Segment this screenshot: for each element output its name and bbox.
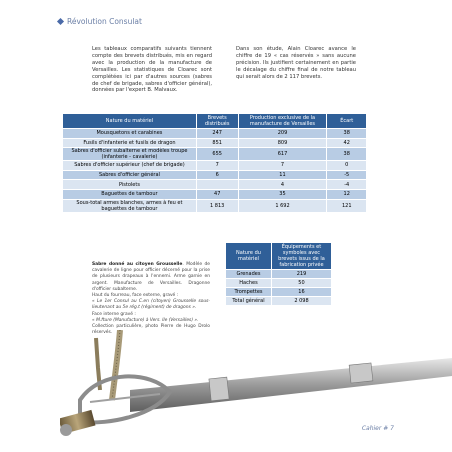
sword-photo bbox=[60, 330, 452, 452]
table-header-cell: Brevets distribués bbox=[196, 114, 238, 129]
page-footer: Cahier # 7 bbox=[361, 425, 394, 432]
sword-pommel bbox=[60, 424, 72, 436]
table-header-row bbox=[63, 114, 367, 129]
table-cell: 0 bbox=[327, 161, 367, 171]
table-header-cell: Nature du matériel bbox=[63, 114, 197, 129]
table-cell: 11 bbox=[238, 170, 327, 180]
section-title: Révolution Consulat bbox=[67, 17, 142, 26]
table-cell: -4 bbox=[327, 180, 367, 190]
table-cell: 809 bbox=[238, 138, 327, 148]
table-cell: Pistolets bbox=[63, 180, 197, 190]
table-cell: 219 bbox=[271, 270, 331, 279]
table-cell: Baguettes de tambour bbox=[63, 189, 197, 199]
table-cell: 851 bbox=[196, 138, 238, 148]
table-header-cell: Équipements et symboles avec brevets issus de la fabrication privée bbox=[271, 243, 331, 270]
table-cell: 2 098 bbox=[271, 297, 331, 306]
table-cell: 42 bbox=[327, 138, 367, 148]
brevets-table bbox=[62, 113, 367, 213]
equipements-table bbox=[225, 242, 332, 306]
table-cell: 16 bbox=[271, 288, 331, 297]
table-cell: 209 bbox=[238, 129, 327, 139]
caption-line: Haut du fourreau, face externe, gravé : bbox=[92, 293, 179, 299]
table-cell: 617 bbox=[238, 148, 327, 161]
table-row bbox=[226, 270, 332, 279]
caption-line: « Le 1er Consul au C.en (citoyen) Grousselle sous-lieutenant au 5e rég.t (régiment) de dragons ». bbox=[92, 299, 210, 311]
scabbard bbox=[130, 358, 452, 412]
table-cell: 47 bbox=[196, 189, 238, 199]
table-header-row bbox=[226, 243, 332, 270]
table-row bbox=[63, 199, 367, 212]
table-cell: 655 bbox=[196, 148, 238, 161]
table-row bbox=[226, 279, 332, 288]
table-header-cell: Production exclusive de la manufacture de Versailles bbox=[238, 114, 327, 129]
right-paragraph: Dans son étude, Alain Cloarec avance le chiffre de 19 « cas réservés » sans aucune précision. Ils justifient certainement en partie le décalage du chiffre final de notre tableau qui serait alors de 2 117 brevets. bbox=[236, 46, 356, 80]
section-header bbox=[58, 17, 142, 26]
table-cell: Haches bbox=[226, 279, 272, 288]
table-row bbox=[226, 288, 332, 297]
table-cell: 121 bbox=[327, 199, 367, 212]
table-cell: 38 bbox=[327, 148, 367, 161]
photo-caption bbox=[92, 262, 210, 336]
table-cell: 12 bbox=[327, 189, 367, 199]
table-header-cell: Écart bbox=[327, 114, 367, 129]
table-cell: Sabres d'officier subalterne et modèles troupe (infanterie - cavalerie) bbox=[63, 148, 197, 161]
scabbard-mount bbox=[349, 363, 373, 383]
caption-line: . Modèle de cavalerie de ligne pour officier décerné pour la prise de plusieurs drapeaux à l'ennemi. Arme garnie en argent. Manufacture de Versailles. Dragonne d'officier subalterne. bbox=[92, 262, 210, 292]
table-cell: Fusils d'infanterie et fusils de dragon bbox=[63, 138, 197, 148]
table-cell: 1 813 bbox=[196, 199, 238, 212]
table-cell: 247 bbox=[196, 129, 238, 139]
table-row bbox=[63, 138, 367, 148]
table-cell: 35 bbox=[238, 189, 327, 199]
table-row bbox=[63, 161, 367, 171]
table-cell: 7 bbox=[196, 161, 238, 171]
caption-line: « M.fture (Manufacture) à Vers. lle (Versailles) ». bbox=[92, 317, 199, 323]
table-cell bbox=[196, 180, 238, 190]
table-cell: 38 bbox=[327, 129, 367, 139]
table-cell: 4 bbox=[238, 180, 327, 190]
scabbard-mount bbox=[209, 377, 229, 401]
table-cell: Sabres d'officier supérieur (chef de brigade) bbox=[63, 161, 197, 171]
table-row bbox=[63, 180, 367, 190]
table-cell: Sabres d'officier général bbox=[63, 170, 197, 180]
table-cell: 1 692 bbox=[238, 199, 327, 212]
table-cell: Total général bbox=[226, 297, 272, 306]
caption-line: Face interne gravé : bbox=[92, 311, 136, 317]
caption-line: Collection particulière, photo Pierre de Hugo Drolo réservés. bbox=[92, 324, 210, 336]
table-cell: Trompettes bbox=[226, 288, 272, 297]
table-cell: Mousquetons et carabines bbox=[63, 129, 197, 139]
table-cell: Grenades bbox=[226, 270, 272, 279]
table-row bbox=[63, 129, 367, 139]
table-row bbox=[63, 170, 367, 180]
table-cell: -5 bbox=[327, 170, 367, 180]
caption-title: Sabre donné au citoyen Grousselle bbox=[92, 262, 183, 267]
table-row bbox=[63, 189, 367, 199]
table-row bbox=[226, 297, 332, 306]
table-cell: 6 bbox=[196, 170, 238, 180]
diamond-bullet-icon bbox=[57, 18, 64, 25]
table-cell: 7 bbox=[238, 161, 327, 171]
left-paragraph: Les tableaux comparatifs suivants tiennent compte des brevets distribués, mis en regard avec la production de la manufacture de Versailles. Les statistiques de Cloarec sont complétées ici par d'autres sources (sabres de chef de brigade, sabres d'officier général), données par l'expert B. Malvaux. bbox=[92, 46, 212, 94]
table-header-cell: Nature du matériel bbox=[226, 243, 272, 270]
table-row bbox=[63, 148, 367, 161]
table-cell: Sous-total armes blanches, armes à feu et baguettes de tambour bbox=[63, 199, 197, 212]
table-cell: 50 bbox=[271, 279, 331, 288]
